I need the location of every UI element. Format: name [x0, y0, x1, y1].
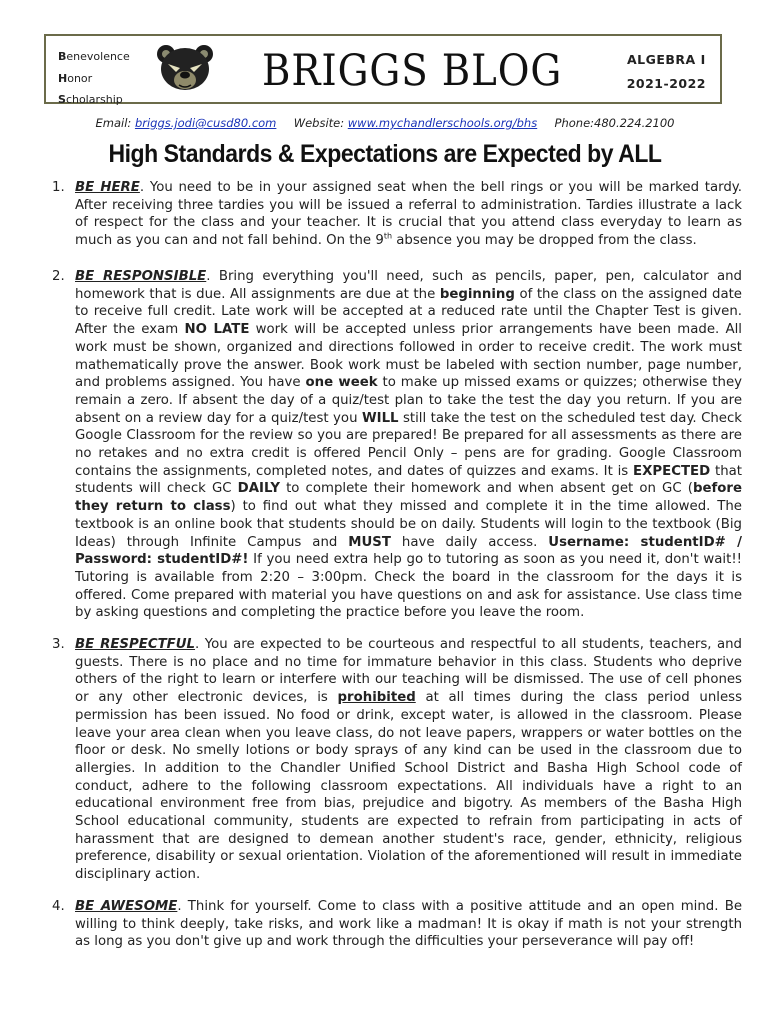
expectation-item-be-awesome: 4. BE AWESOME. Think for yourself. Come to class with a positive attitude and an open mind. Be willing to think deeply, take risks, and work like a madman! It is okay if math is not your strength as long as you don't give up and work through the difficulties your perseverance will pay off!: [52, 899, 743, 950]
course-info: [627, 48, 706, 96]
expectation-item-be-respectful: 3. BE RESPECTFUL. You are expected to be courteous and respectful to all students, teachers, and guests. There is no place and no time for immature behavior in this class. Students who deprive others of the right to learn or interfere with our teaching will be dismissed. The use of cell phones or any other electronic devices, is prohibited at all times during the class period unless permission has been issued. No food or drink, except water, is allowed in the classroom. Please leave your area clean when you leave class, do not leave papers, wrappers or water bottles on the floor or desk. No smelly lotions or body sprays of any kind can be used in the classroom due to allergies. In addition to the Chandler Unified School District and Basha High School code of conduct, adhere to the following classroom expectations. All individuals have a right to an educational environment free from bias, prejudice and bigotry. As members of the Basha High School educational community, students are expected to refrain from participating in acts of harassment that are designed to demean another student's race, gender, ethnicity, religious preference, disability or sexual orientation. Violation of the aforementioned will result in immediate disciplinary action.: [52, 637, 743, 883]
item-heading: BE RESPONSIBLE: [75, 269, 207, 284]
page-title: High Standards & Expectations are Expected by ALL: [108, 140, 662, 168]
item-heading: BE RESPECTFUL: [75, 637, 196, 652]
expectation-item-be-here: 1. BE HERE. You need to be in your assigned seat when the bell rings or you will be marked tardy. After receiving three tardies you will be issued a referral to administration. Tardies illustrate a lack of respect for the class and your teacher. It is crucial that you attend class everyday to learn as much as you can and not fall behind. On the 9th absence you may be dropped from the class.: [52, 180, 742, 249]
expectation-item-be-responsible: 2. BE RESPONSIBLE. Bring everything you'll need, such as pencils, paper, pen, calculator and homework that is due. All assignments are due at the beginning of the class on the assigned date to receive full credit. Late work will be accepted at a reduced rate until the Chapter Test is given. After the exam NO LATE work will be accepted unless prior arrangements have been made. All work must be shown, organized and directions followed in order to receive credit. The work must mathematically prove the answer. Book work must be labeled with section number, page number, and problems assigned. You have one week to make up missed exams or quizzes; otherwise they remain a zero. If absent the day of a quiz/test plan to take the test the day you return. If you are absent on a review day for a quiz/test you WILL still take the test on the scheduled test day. Check Google Classroom for the review so you are prepared! Be prepared for all assessments as there are no retakes and no extra credit is offered Pencil Only – pens are for grading. Google Classroom contains the assignments, completed notes, and dates of quizzes and exams. It is EXPECTED that students will check GC DAILY to complete their homework and when absent get on GC (before they return to class) to find out what they missed and complete it in the time allowed. The textbook is an online book that students should be on daily. Students will login to the textbook (Big Ideas) through Infinite Campus and MUST have daily access. Username: studentID# / Password: studentID#! If you need extra help go to tutoring as soon as you need it, don't wait!! Tutoring is available from 2:20 – 3:00pm. Check the board in the classroom for the days it is offered. Come prepared with material you have questions on and ask for assistance. Use class time by asking questions and completing the practice before you leave the room.: [52, 269, 742, 621]
contact-line: Email: briggs.jodi@cusd80.com Website: www.mychandlerschools.org/bhs Phone:480.224.2100: [95, 116, 675, 130]
email-link[interactable]: briggs.jodi@cusd80.com: [134, 116, 277, 130]
header-banner: [44, 34, 722, 104]
item-heading: BE AWESOME: [75, 899, 178, 914]
grizzly-bear-logo-icon: [154, 42, 216, 92]
bhs-acronym: Benevolence Honor Scholarship: [58, 50, 130, 106]
item-heading: BE HERE: [75, 180, 140, 195]
school-year: 2021-2022: [626, 76, 706, 91]
blog-title: BRIGGS BLOG: [262, 46, 563, 96]
website-link[interactable]: www.mychandlerschools.org/bhs: [347, 116, 538, 130]
course-name: ALGEBRA I: [626, 52, 706, 67]
phone-number: 480.224.2100: [594, 116, 675, 130]
